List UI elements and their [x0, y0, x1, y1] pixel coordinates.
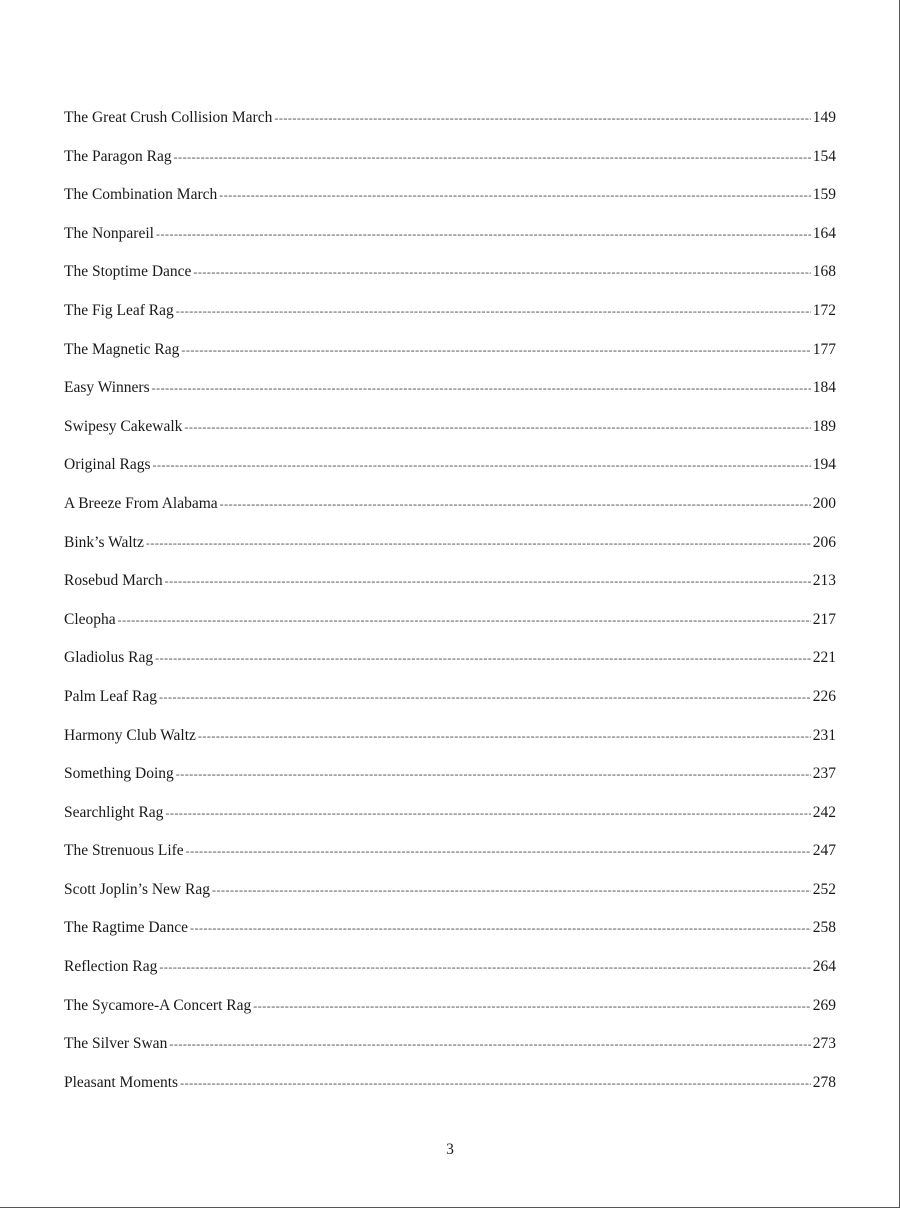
- toc-dot-leader: [159, 956, 810, 978]
- toc-entry-page: 177: [812, 340, 836, 358]
- toc-entry-title: Scott Joplin’s New Rag: [64, 880, 210, 898]
- page-number: 3: [446, 1141, 454, 1158]
- toc-entry-page: 172: [812, 301, 836, 319]
- toc-dot-leader: [165, 570, 811, 592]
- toc-entry-title: Rosebud March: [64, 572, 163, 590]
- toc-entry: [64, 223, 836, 262]
- toc-entry-title: Reflection Rag: [64, 958, 158, 976]
- toc-entry-page: 273: [812, 1035, 836, 1053]
- toc-entry: [64, 763, 836, 802]
- toc-dot-leader: [156, 223, 811, 245]
- toc-dot-leader: [219, 184, 811, 206]
- toc-entry-page: 213: [812, 572, 836, 590]
- toc-entry: [64, 493, 836, 532]
- toc-entry: [64, 416, 836, 455]
- toc-entry-title: The Magnetic Rag: [64, 340, 180, 358]
- table-of-contents: [64, 107, 836, 1110]
- toc-entry-page: 184: [812, 379, 836, 397]
- toc-dot-leader: [146, 532, 811, 554]
- toc-entry-title: The Fig Leaf Rag: [64, 301, 174, 319]
- toc-dot-leader: [180, 1072, 811, 1094]
- toc-entry-title: The Paragon Rag: [64, 147, 172, 165]
- toc-entry-page: 269: [812, 996, 836, 1014]
- toc-entry: [64, 532, 836, 571]
- toc-dot-leader: [220, 493, 811, 515]
- toc-entry: [64, 454, 836, 493]
- toc-dot-leader: [212, 879, 811, 901]
- toc-dot-leader: [174, 146, 811, 168]
- toc-dot-leader: [181, 339, 810, 361]
- toc-entry: [64, 956, 836, 995]
- toc-dot-leader: [169, 1033, 810, 1055]
- toc-entry-title: Bink’s Waltz: [64, 533, 144, 551]
- toc-entry-title: Gladiolus Rag: [64, 649, 154, 667]
- toc-entry-page: 164: [812, 224, 836, 242]
- toc-entry: [64, 917, 836, 956]
- toc-dot-leader: [253, 995, 811, 1017]
- toc-dot-leader: [159, 686, 811, 708]
- toc-entry-title: The Nonpareil: [64, 224, 154, 242]
- toc-dot-leader: [165, 802, 810, 824]
- toc-entry-title: The Great Crush Collision March: [64, 109, 273, 126]
- toc-entry-title: The Sycamore-A Concert Rag: [64, 996, 252, 1014]
- toc-dot-leader: [186, 840, 811, 862]
- toc-entry-page: 221: [812, 649, 836, 667]
- toc-entry-page: 242: [812, 803, 836, 821]
- toc-entry-page: 217: [812, 610, 836, 628]
- toc-entry: [64, 995, 836, 1034]
- toc-entry-title: The Strenuous Life: [64, 842, 184, 860]
- toc-entry-title: The Combination March: [64, 186, 218, 204]
- toc-entry: [64, 1033, 836, 1072]
- toc-entry-page: 206: [812, 533, 836, 551]
- toc-entry: [64, 879, 836, 918]
- toc-entry-title: Palm Leaf Rag: [64, 687, 157, 705]
- toc-entry-page: 194: [812, 456, 836, 474]
- toc-entry-title: Cleopha: [64, 610, 116, 628]
- toc-dot-leader: [184, 416, 810, 438]
- toc-entry: [64, 107, 836, 146]
- toc-dot-leader: [152, 377, 811, 399]
- toc-entry: [64, 300, 836, 339]
- toc-entry-page: 200: [812, 494, 836, 512]
- toc-entry-page: 231: [812, 726, 836, 744]
- toc-entry: [64, 725, 836, 764]
- toc-entry-title: Searchlight Rag: [64, 803, 164, 821]
- toc-entry-page: 258: [812, 919, 836, 937]
- toc-entry-page: 159: [812, 186, 836, 204]
- toc-entry: [64, 686, 836, 725]
- toc-dot-leader: [190, 917, 811, 939]
- toc-entry-page: 264: [812, 958, 836, 976]
- toc-entry-title: Harmony Club Waltz: [64, 726, 196, 744]
- toc-entry: [64, 1072, 836, 1111]
- toc-entry-title: Swipesy Cakewalk: [64, 417, 183, 435]
- toc-entry-page: 189: [812, 417, 836, 435]
- toc-entry-page: 149: [812, 109, 836, 126]
- toc-entry-title: Pleasant Moments: [64, 1073, 179, 1091]
- toc-dot-leader: [153, 454, 811, 476]
- toc-entry-title: The Ragtime Dance: [64, 919, 188, 937]
- toc-entry-page: 154: [812, 147, 836, 165]
- toc-dot-leader: [176, 300, 811, 322]
- toc-dot-leader: [155, 647, 811, 669]
- toc-entry: [64, 802, 836, 841]
- toc-entry-title: The Silver Swan: [64, 1035, 168, 1053]
- toc-entry-title: A Breeze From Alabama: [64, 494, 218, 512]
- toc-dot-leader: [176, 763, 811, 785]
- toc-entry-title: The Stoptime Dance: [64, 263, 192, 281]
- toc-entry-page: 252: [812, 880, 836, 898]
- toc-entry-title: Original Rags: [64, 456, 151, 474]
- toc-dot-leader: [193, 261, 810, 283]
- toc-entry-title: Something Doing: [64, 765, 174, 783]
- toc-entry-page: 278: [812, 1073, 836, 1091]
- toc-entry: [64, 261, 836, 300]
- toc-entry: [64, 609, 836, 648]
- toc-dot-leader: [118, 609, 811, 631]
- toc-entry: [64, 647, 836, 686]
- toc-entry: [64, 840, 836, 879]
- toc-dot-leader: [274, 107, 810, 129]
- toc-entry: [64, 184, 836, 223]
- toc-entry: [64, 339, 836, 378]
- toc-dot-leader: [198, 725, 811, 747]
- toc-entry-title: Easy Winners: [64, 379, 150, 397]
- toc-entry: [64, 377, 836, 416]
- toc-entry-page: 237: [812, 765, 836, 783]
- toc-entry-page: 168: [812, 263, 836, 281]
- toc-entry: [64, 570, 836, 609]
- toc-entry-page: 247: [812, 842, 836, 860]
- toc-entry-page: 226: [812, 687, 836, 705]
- toc-entry: [64, 146, 836, 185]
